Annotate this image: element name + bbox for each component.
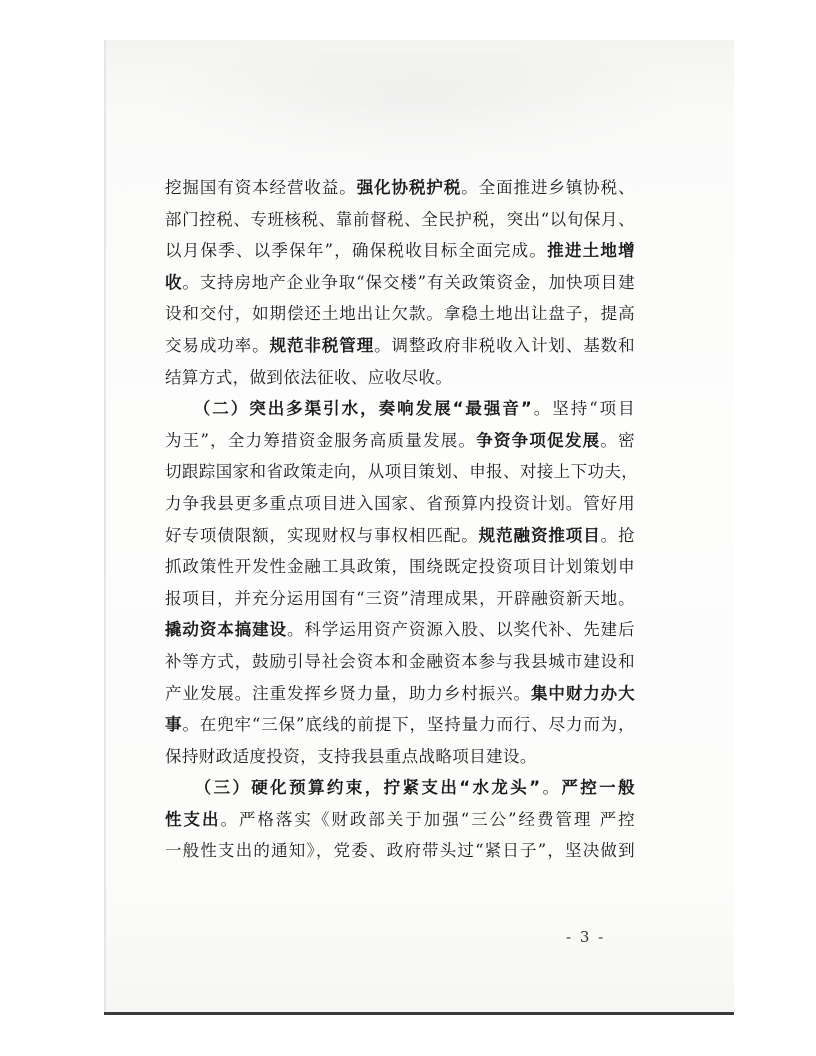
body-text: 保持财政适度投资，支持我县重点战略项目建设。: [165, 746, 537, 766]
text-line: [165, 362, 635, 394]
body-text: 好专项债限额，实现财权与事权相匹配。: [165, 525, 479, 545]
body-text: 。坚持“项目: [532, 399, 635, 419]
text-line: [165, 678, 635, 710]
body-text: 。: [540, 778, 562, 798]
text-line: [165, 551, 635, 583]
text-line: [165, 646, 635, 678]
bold-heading-text: 争资争项促发展: [476, 430, 601, 450]
text-line: [165, 804, 635, 836]
body-text: 为王”，全力筹措资金服务高质量发展。: [165, 430, 477, 450]
bold-heading-text: 集中财力办大: [530, 683, 636, 703]
bold-heading-text: 收: [165, 272, 183, 292]
body-text: 。全面推进乡镇协税、: [461, 178, 636, 197]
bold-heading-text: 严控一般: [561, 778, 635, 798]
body-text: 报项目，并充分运用国有“三资”清理成果，开辟融资新天地。: [165, 588, 635, 608]
bold-heading-text: （三）硬化预算约束，拧紧支出“水龙头”: [202, 778, 541, 798]
body-text: 一般性支出的通知》，党委、政府带头过“紧日子”，坚决做到: [165, 841, 635, 861]
bold-heading-text: 撬动资本搞建设: [165, 620, 287, 640]
body-text: 。抢: [600, 525, 635, 545]
text-line: [165, 772, 635, 804]
body-text: 交易成功率。: [165, 335, 270, 355]
page-number: - 3 -: [566, 928, 606, 946]
body-text: 。支持房地产企业争取“保交楼”有关政策资金，加快项目建: [182, 272, 636, 292]
text-line: [165, 204, 635, 236]
body-text: 。调整政府非税收入计划、基数和: [374, 335, 635, 355]
bold-heading-text: 事: [165, 715, 183, 735]
text-line: [165, 425, 635, 457]
bold-heading-text: 规范非税管理: [269, 335, 375, 355]
body-text: 。严格落实《财政部关于加强“三公”经费管理 严控: [220, 809, 636, 829]
bold-heading-text: （二）突出多渠引水，奏响发展“最强音”: [201, 399, 533, 419]
scan-edge: [104, 40, 106, 1015]
body-text: 。密: [600, 430, 635, 450]
text-line: [165, 267, 635, 299]
body-text: [165, 399, 202, 418]
scan-edge-bottom: [104, 1012, 734, 1015]
text-line: [165, 330, 635, 362]
text-line: [165, 520, 635, 552]
text-line: [165, 488, 635, 520]
body-text: 设和交付，如期偿还土地出让欠款。拿稳土地出让盘子，提高: [165, 304, 635, 324]
body-text: 结算方式，做到依法征收、应收尽收。: [165, 367, 453, 387]
body-text: 以月保季、以季保年”，确保税收目标全面完成。: [165, 241, 548, 261]
body-text: 部门控税、专班核税、靠前督税、全民护税，突出“以旬保月、: [165, 209, 635, 229]
bold-heading-text: 推进土地增: [547, 241, 635, 261]
body-text: 。科学运用资产资源入股、以奖代补、先建后: [287, 620, 636, 640]
body-text: 抓政策性开发性金融工具政策，围绕既定投资项目计划策划申: [165, 557, 635, 577]
document-body: [165, 172, 639, 867]
bold-heading-text: 强化协税护税: [356, 178, 462, 197]
body-text: 切跟踪国家和省政策走向，从项目策划、申报、对接上下功夫，: [165, 462, 639, 482]
body-text: 力争我县更多重点项目进入国家、省预算内投资计划。管好用: [165, 493, 635, 513]
body-text: [165, 778, 203, 797]
body-text: 挖掘国有资本经营收益。: [165, 178, 357, 197]
bold-heading-text: 规范融资推项目: [478, 525, 601, 545]
body-text: 补等方式，鼓励引导社会资本和金融资本参与我县城市建设和: [165, 651, 635, 671]
text-line: [165, 235, 635, 267]
text-line: [165, 172, 635, 204]
text-line: [165, 614, 635, 646]
text-line: [165, 298, 635, 330]
body-text: 产业发展。注重发挥乡贤力量，助力乡村振兴。: [165, 683, 531, 703]
text-line: [165, 709, 635, 741]
text-line: [165, 583, 635, 615]
body-text: 。在兜牢“三保”底线的前提下，坚持量力而行、尽力而为，: [182, 715, 636, 735]
bold-heading-text: 性支出: [165, 809, 221, 829]
text-line: [165, 741, 635, 773]
text-line: [165, 835, 635, 867]
text-line: [165, 456, 639, 488]
text-line: [165, 393, 635, 425]
